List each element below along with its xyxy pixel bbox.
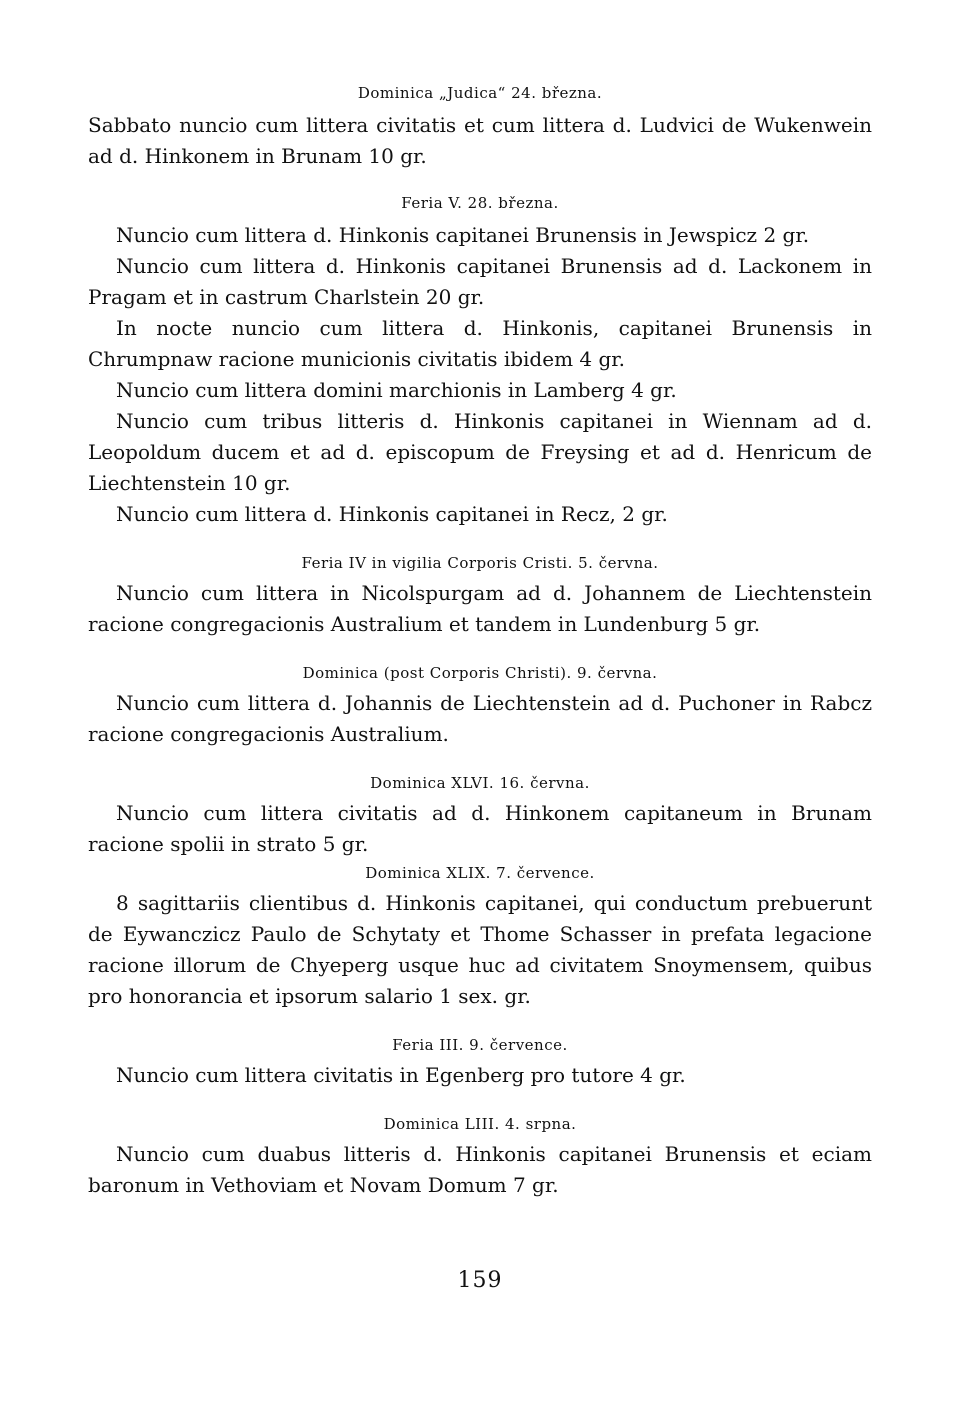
- section-heading: Feria IV in vigilia Corporis Cristi. 5. června.: [301, 554, 659, 572]
- entry-paragraph: Nuncio cum littera d. Johannis de Liechtenstein ad d. Puchoner in Rabcz racione congregacionis Australium.: [88, 691, 872, 746]
- entry-section: [88, 554, 872, 640]
- entry-paragraph: Nuncio cum littera civitatis in Egenberg pro tutore 4 gr.: [116, 1063, 686, 1087]
- entry-section: [88, 1036, 872, 1091]
- entry-section: [88, 1115, 872, 1201]
- entry-section: [88, 194, 872, 530]
- entry-paragraph: Nuncio cum littera in Nicolspurgam ad d. Johannem de Liechtenstein racione congregacionis Australium et tandem in Lundenburg 5 gr.: [88, 581, 872, 636]
- entry-section: [88, 664, 872, 750]
- entry-paragraph: 8 sagittariis clientibus d. Hinkonis capitanei, qui conductum prebuerunt de Eywanczicz Paulo de Schytaty et Thome Schasser in prefata legacione racione illorum de Chyeperg usque huc ad civitatem Snoymensem, quibus pro honorancia et ipsorum salario 1 sex. gr.: [88, 891, 872, 1008]
- entry-paragraph: Nuncio cum duabus litteris d. Hinkonis capitanei Brunensis et eciam baronum in Vethoviam et Novam Domum 7 gr.: [88, 1142, 872, 1197]
- entry-section: [88, 774, 872, 860]
- entry-paragraph: Nuncio cum tribus litteris d. Hinkonis capitanei in Wiennam ad d. Leopoldum ducem et ad d. episcopum de Freysing et ad d. Henricum de Liechtenstein 10 gr.: [88, 409, 872, 495]
- entry-paragraph: Nuncio cum littera d. Hinkonis capitanei in Recz, 2 gr.: [116, 502, 668, 526]
- entry-paragraph: Nuncio cum littera domini marchionis in Lamberg 4 gr.: [116, 378, 677, 402]
- section-heading: Dominica XLVI. 16. června.: [370, 774, 590, 792]
- section-heading: Dominica „Judica“ 24. března.: [357, 84, 603, 102]
- entry-paragraph: Nuncio cum littera d. Hinkonis capitanei Brunensis ad d. Lackonem in Pragam et in castrum Charlstein 20 gr.: [88, 254, 872, 309]
- section-heading: Dominica LIII. 4. srpna.: [383, 1115, 577, 1133]
- page-number: 159: [457, 1268, 503, 1293]
- entry-paragraph: Nuncio cum littera civitatis ad d. Hinkonem capitaneum in Brunam racione spolii in strato 5 gr.: [88, 801, 872, 856]
- entry-section: [88, 84, 872, 172]
- entry-section: [88, 864, 872, 1012]
- document-page: [88, 84, 872, 1201]
- entry-paragraph: Nuncio cum littera d. Hinkonis capitanei Brunensis in Jewspicz 2 gr.: [116, 223, 810, 247]
- entry-paragraph: Sabbato nuncio cum littera civitatis et cum littera d. Ludvici de Wukenwein ad d. Hinkonem in Brunam 10 gr.: [88, 113, 872, 168]
- section-heading: Feria V. 28. března.: [401, 194, 559, 212]
- section-heading: Feria III. 9. července.: [392, 1036, 568, 1054]
- entry-paragraph: In nocte nuncio cum littera d. Hinkonis, capitanei Brunensis in Chrumpnaw racione municionis civitatis ibidem 4 gr.: [88, 316, 872, 371]
- section-heading: Dominica (post Corporis Christi). 9. června.: [302, 664, 658, 682]
- section-heading: Dominica XLIX. 7. července.: [365, 864, 595, 882]
